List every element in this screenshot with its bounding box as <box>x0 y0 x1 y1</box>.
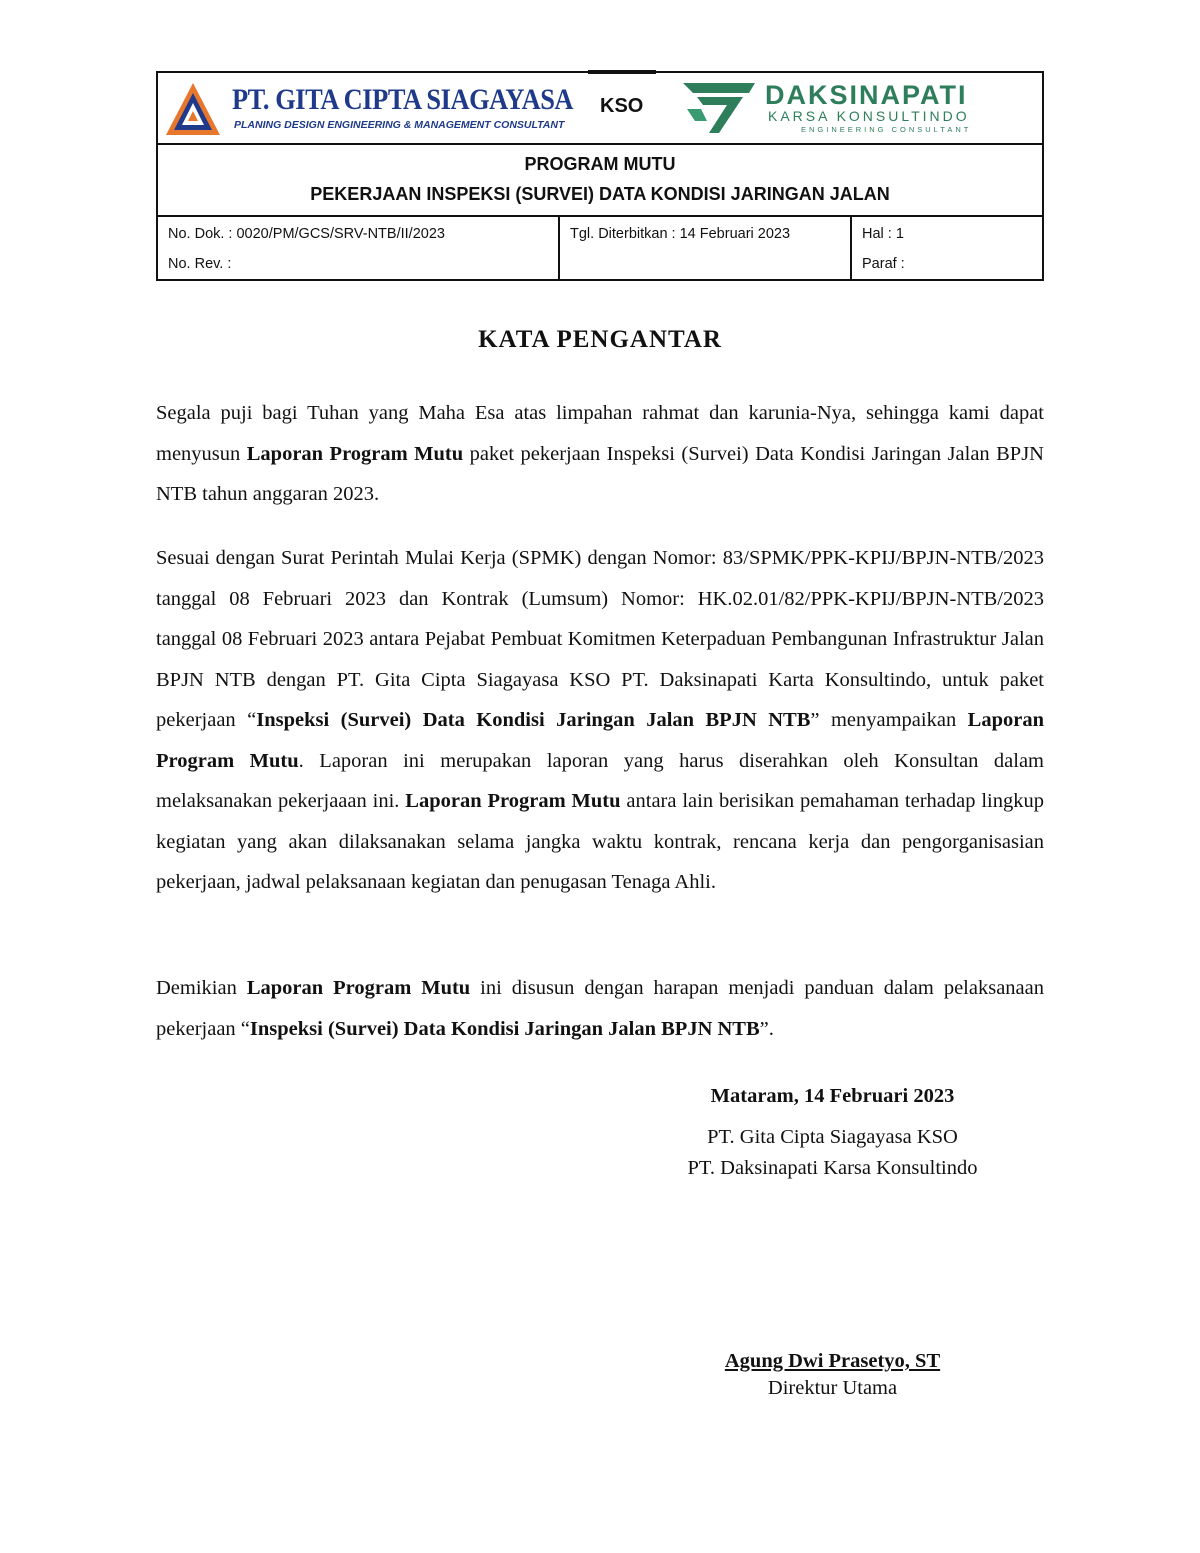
text-span: ”. <box>759 1017 774 1040</box>
paragraph-3 <box>156 968 1044 1049</box>
daksinapati-name: DAKSINAPATI <box>765 80 968 110</box>
paragraph-2 <box>156 538 1044 903</box>
signer-name: Agung Dwi Prasetyo, ST <box>724 1350 941 1372</box>
document-title: PROGRAM MUTU <box>524 154 676 174</box>
doc-number-cell <box>158 217 560 279</box>
bold-span: Laporan Program Mutu <box>246 442 464 465</box>
gcs-logo <box>164 79 584 139</box>
document-title-block <box>158 145 1042 217</box>
revision-number: No. Rev. : <box>168 256 232 272</box>
text-span: ini disusun dengan harapan menjadi panduan dalam pelaksanaan pekerjaan “ <box>156 977 1045 1040</box>
page-cell <box>852 217 1042 279</box>
logo-row <box>158 73 1042 145</box>
signer-title: Direktur Utama <box>767 1377 898 1399</box>
initials-field: Paraf : <box>862 256 905 272</box>
document-header <box>156 71 1044 281</box>
document-subtitle: PEKERJAAN INSPEKSI (SURVEI) DATA KONDISI JARINGAN JALAN <box>310 184 890 204</box>
paragraph-1 <box>156 393 1044 515</box>
text-span: paket pekerjaan Inspeksi (Survei) Data Kondisi Jaringan Jalan BPJN NTB tahun anggaran 2023. <box>156 442 1044 505</box>
text-span: . Laporan ini merupakan laporan yang harus diserahkan oleh Konsultan dalam melaksanakan pekerjaaan ini. <box>156 749 1045 812</box>
section-heading: KATA PENGANTAR <box>478 326 722 353</box>
daksinapati-subtitle: KARSA KONSULTINDO <box>768 108 970 124</box>
document-info-row <box>158 217 1042 279</box>
text-span: Demikian <box>156 977 247 999</box>
kso-label: KSO <box>600 95 644 117</box>
text-span: ” menyampaikan <box>810 709 968 731</box>
gcs-triangle-icon <box>164 81 222 137</box>
text-span: Segala puji bagi Tuhan yang Maha Esa atas limpahan rahmat dan karunia-Nya, sehingga kami dapat menyusun <box>156 402 1044 465</box>
bold-span: Laporan Program Mutu <box>246 977 471 999</box>
bold-span: Inspeksi (Survei) Data Kondisi Jaringan Jalan BPJN NTB <box>249 1017 760 1040</box>
place-date: Mataram, 14 Februari 2023 <box>710 1085 955 1107</box>
bold-span: Inspeksi (Survei) Data Kondisi Jaringan Jalan BPJN NTB <box>256 709 811 731</box>
text-span: Sesuai dengan Surat Perintah Mulai Kerja (SPMK) dengan Nomor: 83/SPMK/PPK-KPIJ/BPJN-NTB/2023 tanggal 08 Februari 2023 dan Kontrak (Lumsum) Nomor: HK.02.01/82/PPK-KPIJ/BPJN-NTB/2023 tanggal 08 Februari 2023 antara Pejabat Pembuat Komitmen Keterpaduan Pembangunan Infrastruktur Jalan BPJN NTB dengan PT. Gita Cipta Siagayasa KSO PT. Daksinapati Karta Konsultindo, untuk paket pekerjaan “ <box>156 547 1044 731</box>
bold-span: Laporan Program Mutu <box>156 709 1044 772</box>
daksinapati-logo <box>683 79 1038 139</box>
daksinapati-tagline: ENGINEERING CONSULTANT <box>801 125 972 134</box>
text-span: antara lain berisikan pemahaman terhadap lingkup kegiatan yang akan dilaksanakan selama jangka waktu kontrak, rencana kerja dan pengorganisasian pekerjaan, jadwal pelaksanaan kegiatan dan penugasan Tenaga Ahli. <box>156 790 1044 893</box>
gcs-company-name: PT. GITA CIPTA SIAGAYASA <box>232 83 574 116</box>
bold-span: Laporan Program Mutu <box>405 790 621 812</box>
kso-divider <box>588 70 656 74</box>
company-name-2: PT. Daksinapati Karsa Konsultindo <box>687 1157 978 1179</box>
daksinapati-mark-icon <box>683 81 755 135</box>
doc-number: No. Dok. : 0020/PM/GCS/SRV-NTB/II/2023 <box>168 226 445 242</box>
gcs-tagline: PLANING DESIGN ENGINEERING & MANAGEMENT CONSULTANT <box>234 119 565 131</box>
page-number: Hal : 1 <box>862 226 904 242</box>
issue-date-cell <box>560 217 852 279</box>
issue-date: Tgl. Diterbitkan : 14 Februari 2023 <box>570 226 791 242</box>
company-name-1: PT. Gita Cipta Siagayasa KSO <box>707 1126 958 1148</box>
